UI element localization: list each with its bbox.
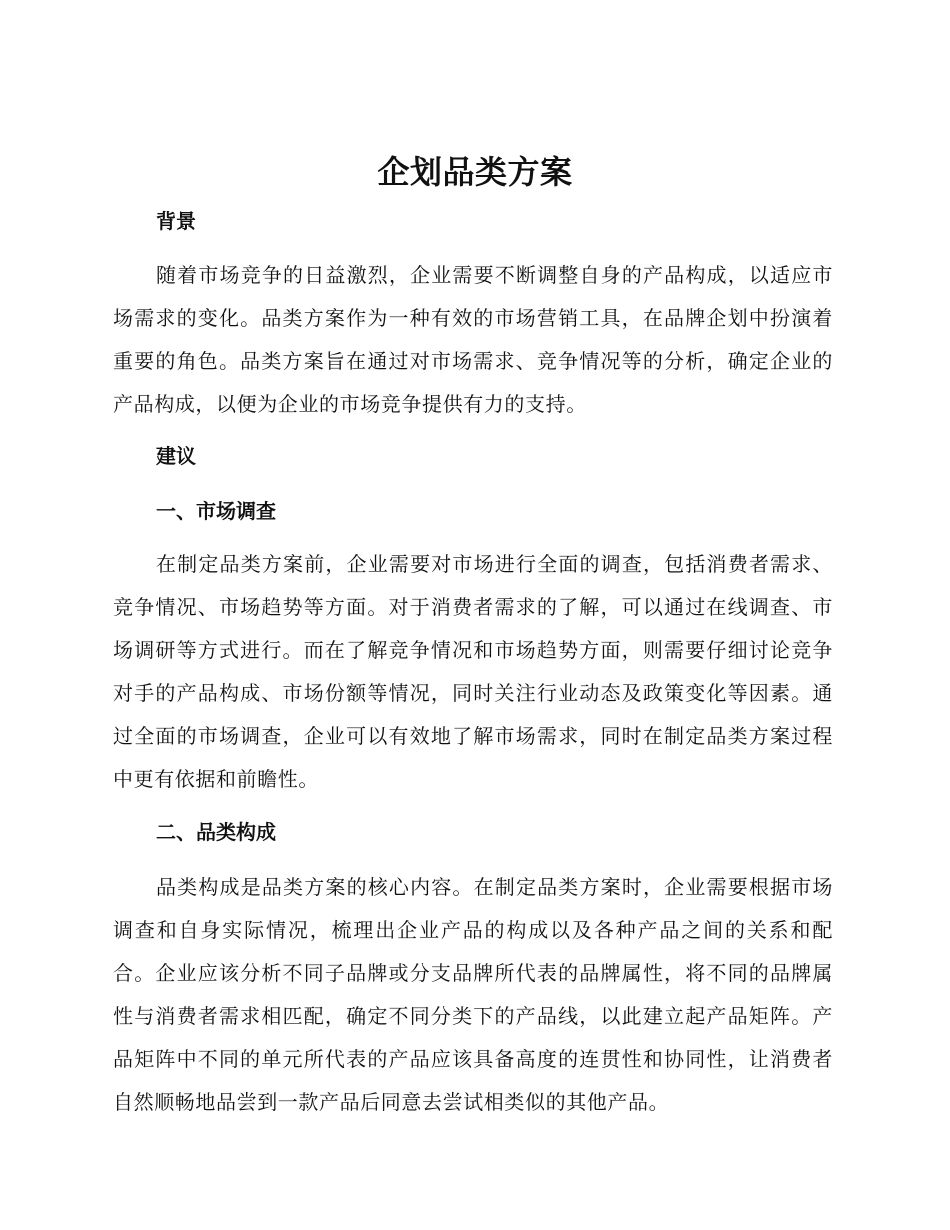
section-heading-suggestions: 建议 bbox=[156, 444, 196, 468]
section-heading-background: 背景 bbox=[156, 209, 196, 233]
section-paragraph-background: 随着市场竞争的日益激烈，企业需要不断调整自身的产品构成，以适应市场需求的变化。品类方案作为一种有效的市场营销工具，在品牌企划中扮演着重要的角色。品类方案旨在通过对市场需求、竞争情况等的分析，确定企业的产品构成，以便为企业的市场竞争提供有力的支持。 bbox=[113, 263, 833, 416]
section-paragraph-category-composition: 品类构成是品类方案的核心内容。在制定品类方案时，企业需要根据市场调查和自身实际情况，梳理出企业产品的构成以及各种产品之间的关系和配合。企业应该分析不同子品牌或分支品牌所代表的品牌属性，将不同的品牌属性与消费者需求相匹配，确定不同分类下的产品线，以此建立起产品矩阵。产品矩阵中不同的单元所代表的产品应该具备高度的连贯性和协同性，让消费者自然顺畅地品尝到一款产品后同意去尝试相类似的其他产品。 bbox=[113, 875, 833, 1114]
section-heading-category-composition: 二、品类构成 bbox=[156, 820, 276, 844]
document-title: 企划品类方案 bbox=[377, 153, 573, 191]
section-heading-market-research: 一、市场调查 bbox=[156, 499, 276, 523]
section-paragraph-market-research: 在制定品类方案前，企业需要对市场进行全面的调查，包括消费者需求、竞争情况、市场趋势等方面。对于消费者需求的了解，可以通过在线调查、市场调研等方式进行。而在了解竞争情况和市场趋势方面，则需要仔细讨论竞争对手的产品构成、市场份额等情况，同时关注行业动态及政策变化等因素。通过全面的市场调查，企业可以有效地了解市场需求，同时在制定品类方案过程中更有依据和前瞻性。 bbox=[113, 552, 833, 791]
